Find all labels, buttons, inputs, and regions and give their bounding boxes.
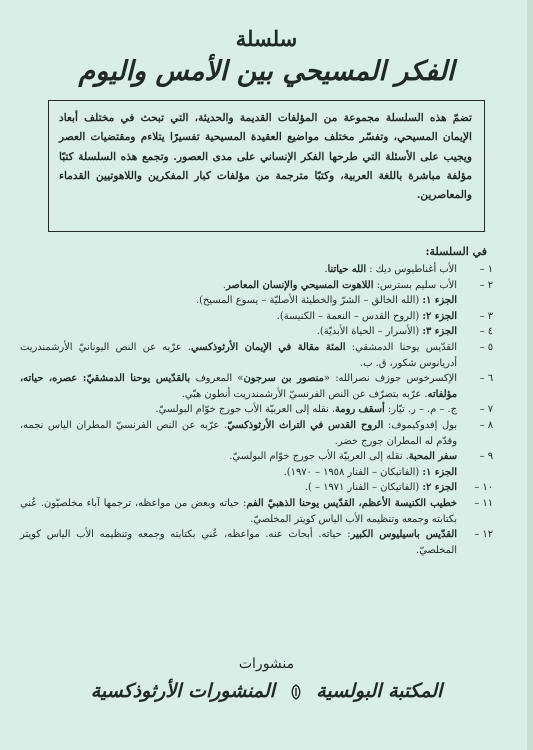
item-author: الأب أغناطيوس ديك : <box>366 264 457 275</box>
item-title: منصور بن سرجون <box>243 373 324 385</box>
page-edge-shadow <box>527 0 533 750</box>
item-number: ٢ – <box>479 279 493 291</box>
item-note: : حياته. أبحاث عنه. مواعظه، عُني بكتابته وجمعه وتنظيمه الأب الياس كويتر المخلصيّ. <box>20 529 457 556</box>
item-title: الله حياتنا <box>327 264 367 275</box>
item-note: » المعروف <box>190 373 244 385</box>
item-note: (الفاتيكان – الفنار ١٩٧١ – ). <box>304 482 423 494</box>
list-item <box>20 496 493 527</box>
intro-text: تضمّ هذه السلسلة مجموعة من المؤلفات القديمة والحديثة، التي تبحث في مختلف أبعاد الإيمان المسيحي، وتفسّر مختلف مواضيع العقيدة المسيحية تفسيرًا يتلاءم ومقتضيات العصر ويجيب على الأسئلة التي طرحها الفكر الإنساني على مدى العصور. وتجمع هذه السلسلة كتبًا مؤلفة مباشرة باللغة العربية، وكتبًا مترجمة من مؤلفات كبار المفكرين واللاهوتيين القدماء والمعاصرين. <box>59 112 472 202</box>
item-note: (الفاتيكان – الفنار ١٩٥٨ – ١٩٧٠). <box>283 466 423 478</box>
list-item <box>20 418 493 449</box>
publisher-label: منشورات <box>238 656 295 672</box>
item-title: خطيب الكنيسة الأعظم، القدّيس يوحنا الذهبيّ الفم <box>246 497 457 509</box>
publishers <box>0 680 533 702</box>
item-title: أسقف رومة <box>334 404 385 416</box>
item-title: الروح القدس في التراث الأرثوذكسيّ <box>227 419 384 431</box>
item-author: الإكسرخوس جوزف نصرالله: « <box>323 373 458 385</box>
item-note: . <box>222 279 226 291</box>
item-title: الجزء ٢: <box>422 310 457 322</box>
item-note: . عرّبه عن النص اليونانيّ الأرشمندريت أدريانوس شكور، ق. ب. <box>20 341 457 369</box>
item-title: الجزء ٣: <box>422 326 457 338</box>
item-title: القدّيس باسيليوس الكبير <box>350 529 457 541</box>
item-title: الجزء ٢: <box>422 482 457 494</box>
item-note: (الله الخالق – الشرّ والخطيئة الأصليّة – يسوع المسيح). <box>195 295 423 307</box>
item-author: ج. – م. – ر. تيّار: <box>384 404 457 416</box>
series-title: الفكر المسيحي بين الأمس واليوم <box>78 56 455 87</box>
list-item <box>20 262 493 278</box>
item-note: (الأسرار – الحياة الأبديّة). <box>316 326 423 338</box>
item-number: ٩ – <box>479 451 493 463</box>
list-item <box>20 340 493 371</box>
item-number: ١ – <box>479 264 493 275</box>
book-list <box>20 262 493 558</box>
list-item <box>20 480 493 496</box>
item-number: ٥ – <box>479 341 493 353</box>
item-author: بول إفدوكيموف: <box>383 419 457 431</box>
item-title: اللاهوت المسيحي والإنسان المعاصر <box>225 279 374 291</box>
publisher-left: المكتبة البولسية <box>316 680 443 702</box>
item-author: القدّيس يوحنا الدمشقي: <box>345 341 458 353</box>
publisher-logo-icon <box>290 684 302 700</box>
item-title-2: بالقدّيس يوحنا الدمشقيّ: عصره، حياته، مؤلفاته <box>20 373 457 400</box>
item-number: ١٢ – <box>474 529 493 541</box>
item-author: الأب سليم بسترس: <box>373 279 457 291</box>
item-note: : حياته وبعض من مواعظه، ترجمها آباء مخلصيّون. عُني بكتابته وجمعه وتنظيمه الأب الياس كويتر المخلصيّ. <box>20 497 457 525</box>
item-number: ٧ – <box>479 404 493 416</box>
item-number: ٨ – <box>479 419 493 431</box>
list-item <box>20 465 493 481</box>
item-note: . نقله إلى العربيّة الأب جورج خوّام البولسيّ. <box>229 451 409 463</box>
list-item <box>20 402 493 418</box>
item-note-2: . عرّبه بتصرّف عن النص الفرنسيّ الأرشمندريت أنطون هبّي. <box>181 388 428 400</box>
list-heading: في السلسلة: <box>425 245 487 258</box>
item-title: الجزء ١: <box>422 466 457 478</box>
intro-box <box>48 100 485 232</box>
item-note: . نقله إلى العربيّة الأب جورج خوّام البولسيّ. <box>155 404 335 416</box>
publisher-right: المنشورات الأرثوذكسية <box>90 680 275 702</box>
list-item <box>20 527 493 558</box>
item-note: . <box>324 264 328 275</box>
list-item <box>20 449 493 465</box>
item-number: ٤ – <box>479 326 493 338</box>
list-item <box>20 309 493 325</box>
item-number: ٣ – <box>479 310 493 322</box>
list-item <box>20 293 493 309</box>
list-item <box>20 371 493 402</box>
item-note: (الروح القدس – النعمة – الكنيسة). <box>276 310 423 322</box>
list-item <box>20 278 493 294</box>
series-label: سلسلة <box>235 26 298 51</box>
item-number: ٦ – <box>479 373 493 385</box>
list-item <box>20 324 493 340</box>
item-note: . عرّبه عن النص الفرنسيّ المطران الياس نجمه، وقدّم له المطران جورج خضر. <box>20 419 457 447</box>
item-title: المئة مقالة في الإيمان الأرثوذكسي <box>190 341 346 353</box>
item-title: الجزء ١: <box>422 295 457 307</box>
item-title: سفر المحبة <box>408 451 457 463</box>
item-number: ١١ – <box>474 497 493 509</box>
item-number: ١٠ – <box>474 482 493 494</box>
